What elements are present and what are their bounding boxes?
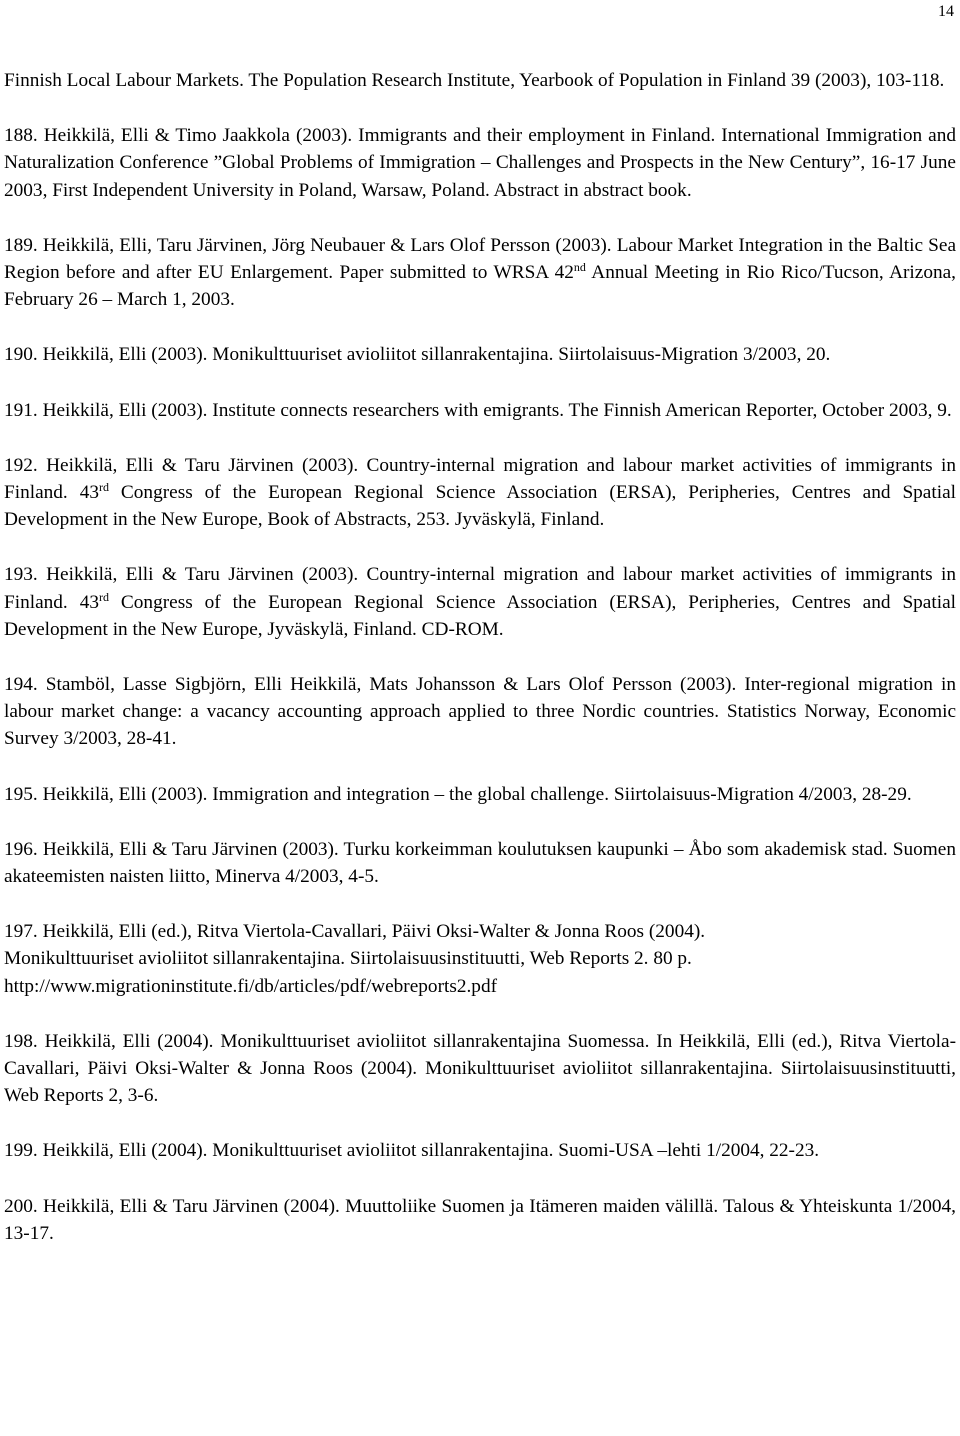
reference-entry-193 <box>4 561 956 643</box>
reference-entry-198: 198. Heikkilä, Elli (2004). Monikulttuuriset avioliitot sillanrakentajina Suomessa. In Heikkilä, Elli (ed.), Ritva Viertola-Cavallari, Päivi Oksi-Walter & Jonna Roos (2004). Monikulttuuriset avioliitot sillanrakentajina. Siirtolaisuusinstituutti, Web Reports 2, 3-6. <box>4 1030 956 1107</box>
reference-list <box>4 67 956 1275</box>
ordinal-suffix: nd <box>573 260 586 275</box>
reference-entry-191: 191. Heikkilä, Elli (2003). Institute connects researchers with emigrants. The Finnish American Reporter, October 2003, 9. <box>4 399 952 421</box>
reference-entry-continuation: Finnish Local Labour Markets. The Population Research Institute, Yearbook of Population in Finland 39 (2003), 103-118. <box>4 70 945 91</box>
page-number: 14 <box>938 3 954 20</box>
reference-entry-199: 199. Heikkilä, Elli (2004). Monikulttuuriset avioliitot sillanrakentajina. Suomi-USA –lehti 1/2004, 22-23. <box>4 1140 820 1162</box>
reference-entry-190: 190. Heikkilä, Elli (2003). Monikulttuuriset avioliitot sillanrakentajina. Siirtolaisuus-Migration 3/2003, 20. <box>4 344 831 366</box>
entry-text: 193. Heikkilä, Elli & Taru Järvinen (2003). Country-internal migration and labour market activities of immigrants in Finland. 43 <box>4 564 956 613</box>
ordinal-suffix: rd <box>98 480 109 495</box>
reference-entry-189 <box>4 232 956 314</box>
entry-line: 197. Heikkilä, Elli (ed.), Ritva Viertola-Cavallari, Päivi Oksi-Walter & Jonna Roos (2004). <box>4 921 706 943</box>
reference-entry-195: 195. Heikkilä, Elli (2003). Immigration and integration – the global challenge. Siirtolaisuus-Migration 4/2003, 28-29. <box>4 783 912 805</box>
ordinal-suffix: rd <box>98 589 109 604</box>
entry-text: 192. Heikkilä, Elli & Taru Järvinen (2003). Country-internal migration and labour market activities of immigrants in Finland. 43 <box>4 454 956 504</box>
reference-entry-200: 200. Heikkilä, Elli & Taru Järvinen (2004). Muuttoliike Suomen ja Itämeren maiden välillä. Talous & Yhteiskunta 1/2004, 13-17. <box>4 1195 956 1244</box>
entry-text: Congress of the European Regional Science Association (ERSA), Peripheries, Centres and Spatial Development in the New Europe, Jyväskylä, Finland. CD-ROM. <box>4 591 956 640</box>
reference-entry-197 <box>4 918 956 1000</box>
entry-line: Monikulttuuriset avioliitot sillanrakentajina. Siirtolaisuusinstituutti, Web Reports 2. 80 p. <box>4 948 692 970</box>
reference-entry-188: 188. Heikkilä, Elli & Timo Jaakkola (2003). Immigrants and their employment in Finland. International Immigration and Naturalization Conference ”Global Problems of Immigration – Challenges and Prospects in the New Century”, 16-17 June 2003, First Independent University in Poland, Warsaw, Poland. Abstract in abstract book. <box>4 125 956 201</box>
reference-entry-196: 196. Heikkilä, Elli & Taru Järvinen (2003). Turku korkeimman koulutuksen kaupunki – Åbo som akademisk stad. Suomen akateemisten naisten liitto, Minerva 4/2003, 4-5. <box>4 838 956 888</box>
entry-text: 189. Heikkilä, Elli, Taru Järvinen, Jörg Neubauer & Lars Olof Persson (2003). Labour Market Integration in the Baltic Sea Region before and after EU Enlargement. Paper submitted to WRSA 42 <box>4 234 956 284</box>
entry-text: Congress of the European Regional Science Association (ERSA), Peripheries, Centres and Spatial Development in the New Europe, Book of Abstracts, 253. Jyväskylä, Finland. <box>4 482 956 531</box>
reference-entry-194: 194. Stamböl, Lasse Sigbjörn, Elli Heikkilä, Mats Johansson & Lars Olof Persson (2003). Inter-regional migration in labour market change: a vacancy accounting approach applied to three Nordic countries. Statistics Norway, Economic Survey 3/2003, 28-41. <box>4 674 956 750</box>
entry-text: Annual Meeting in Rio Rico/Tucson, Arizona, February 26 – March 1, 2003. <box>4 262 957 311</box>
reference-entry-192 <box>4 452 956 534</box>
entry-url[interactable]: http://www.migrationinstitute.fi/db/articles/pdf/webreports2.pdf <box>4 975 498 997</box>
